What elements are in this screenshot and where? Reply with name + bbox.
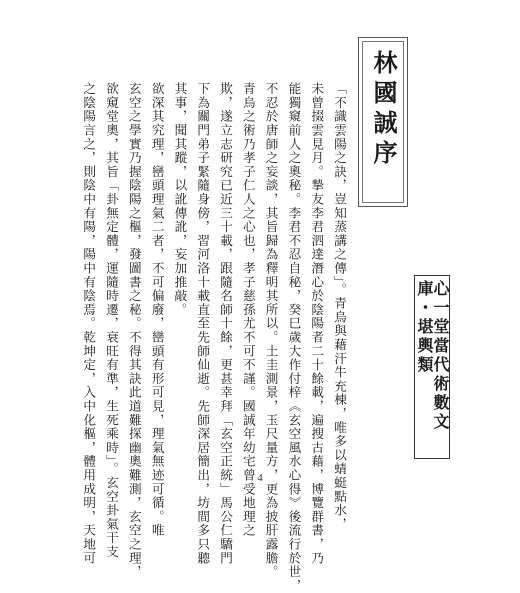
- body-text: [76, 82, 350, 593]
- page-title: 林國誠序: [369, 50, 398, 170]
- page-number: 4: [257, 472, 263, 484]
- series-banner: [414, 275, 450, 459]
- text-column: 不忍於唐師之妄談，其旨歸為釋明其所以。土圭測景，玉尺量方，更為披肝露膽。: [263, 82, 279, 579]
- text-column: 之陰陽言之，則陰中有陽，陽中有陰焉。乾坤定，入中化樞，體用成明，天地可: [81, 82, 97, 565]
- series-banner-text: 心一堂當代術數文庫・堪輿類: [415, 280, 450, 432]
- text-column: 「不識雲陽之訣，豈知蒸講之傳」。青烏與藉汗牛充棟，唯多以蜻蜓點水，: [332, 82, 347, 532]
- text-column: 玄空之學實乃握陰陽之樞，發圖書之秘。不得其訣此道難探幽奧難測，玄空之理，: [126, 82, 142, 579]
- text-column: 能獨窺前人之奧秘。李君不忍自秘，癸巳歲大作付梓《玄空風水心得》後流行於世，: [286, 82, 302, 593]
- title-frame: [358, 37, 408, 207]
- text-column: 青烏之術乃孝子仁人之心也，孝子慈孫尤不可不謹。國誠年幼宅曾受地理之: [240, 82, 256, 538]
- text-column: 欲深其究理，巒頭理氣二者，不可偏廢，巒頭有形可見，理氣無迹可循。唯: [149, 82, 165, 538]
- text-column: 未曾掇雲見月。摯友李君泗達潛心於陰陽者二十餘載，遍搜古藉，博覽群書，乃: [309, 82, 325, 565]
- text-column: 下為關門弟子緊隨身傍，習河洛十載直至先師仙逝。先師深居簡出，坊間多只聽: [195, 82, 211, 565]
- text-column: 欲窺堂奧，其旨「卦無定體，運隨時遷，衰旺有準，生死乘時」。玄空卦氣干支: [104, 82, 120, 559]
- text-column: 其事，聞其蹤，以訛傳訛，妄加推敲。: [172, 82, 188, 317]
- title-inner-frame: [362, 41, 404, 203]
- text-column: 欺，遂立志研究已近三十載，跟隨名師十餘，更甚幸拜「玄空正統」馬公仁驕門: [218, 82, 234, 565]
